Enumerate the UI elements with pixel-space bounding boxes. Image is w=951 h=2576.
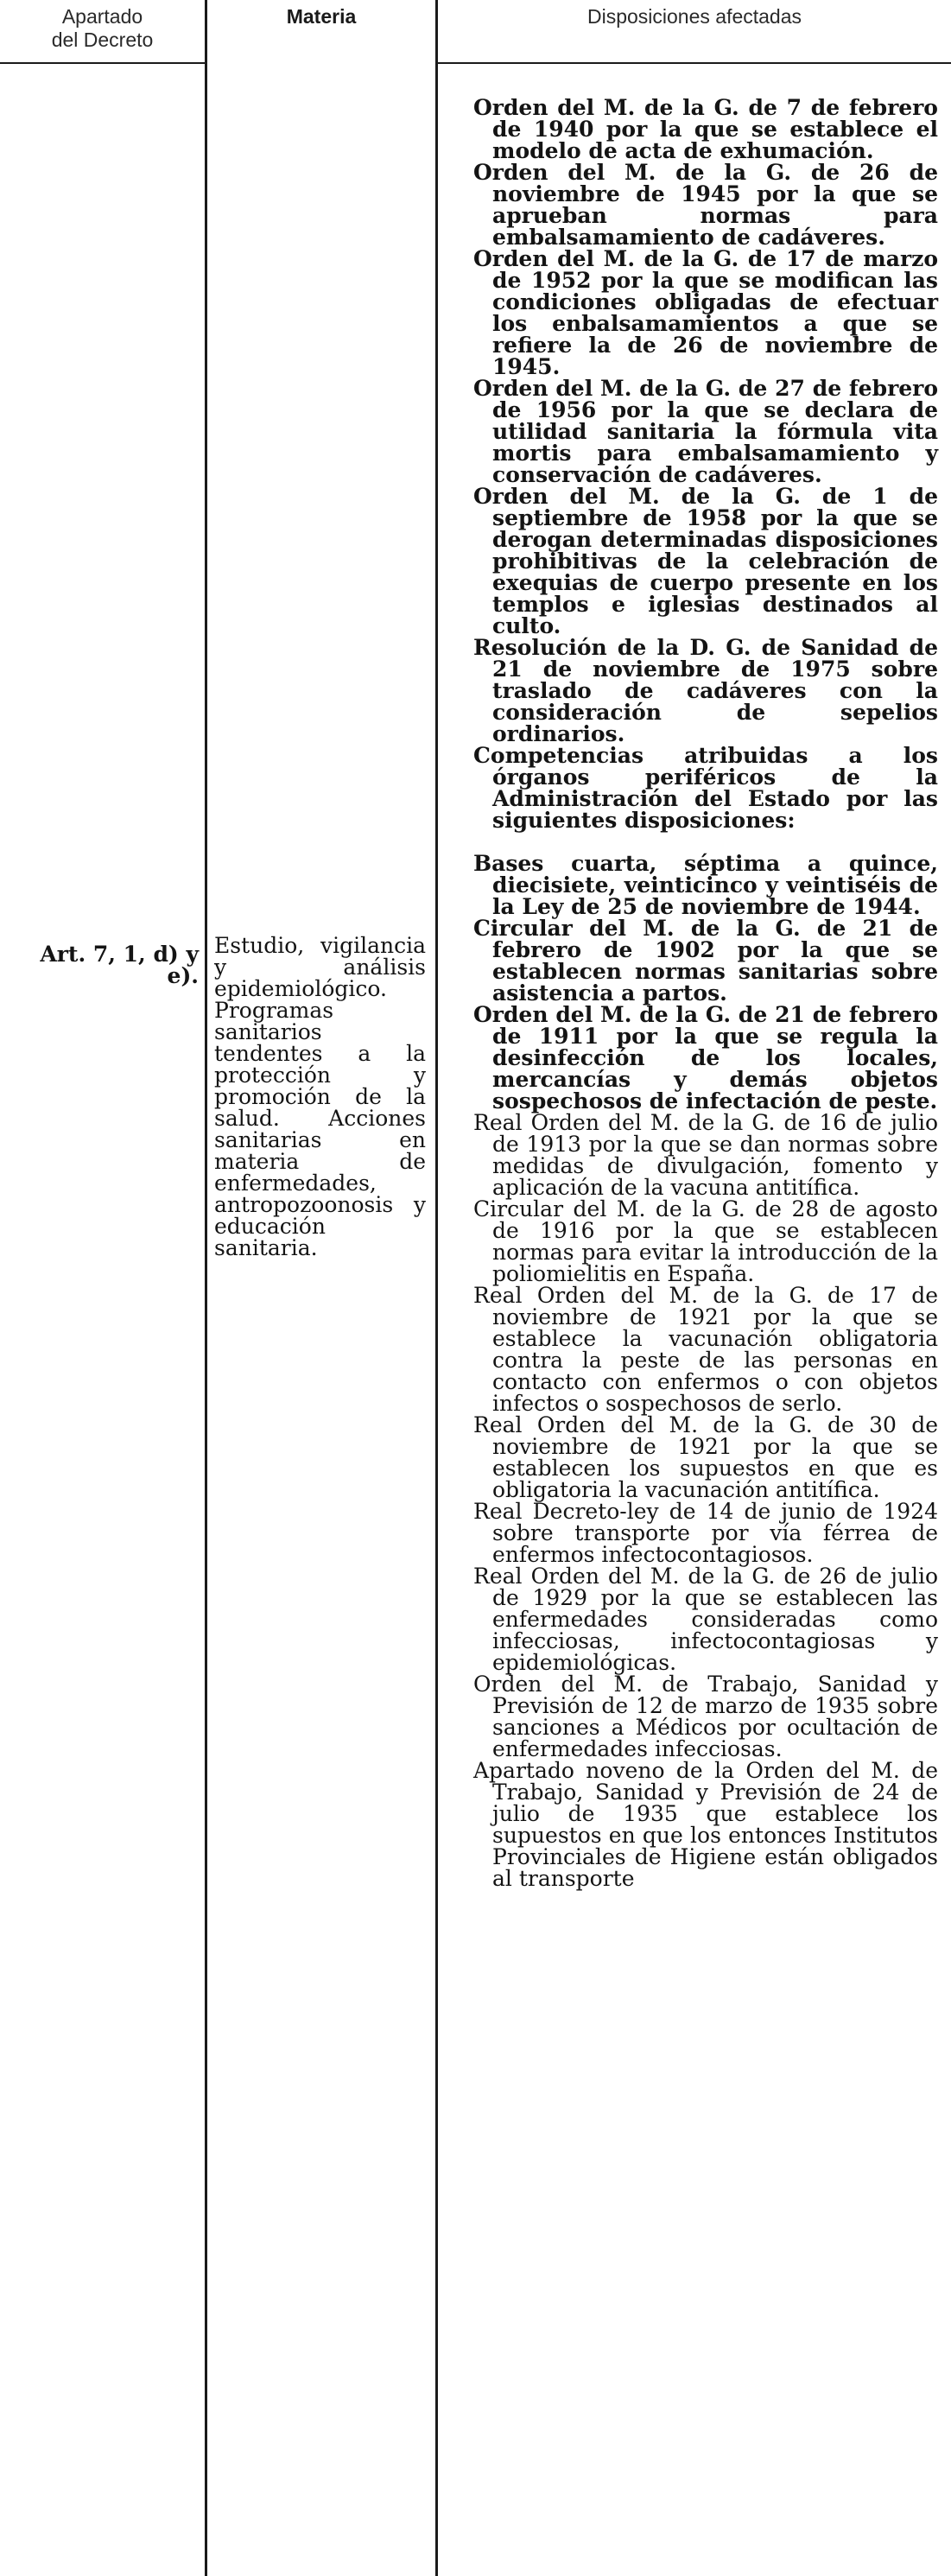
list-item: Apartado noveno de la Orden del M. de Trabajo, Sanidad y Previsión de 24 de julio de 1935 que establece los supuestos en que los entonces Institutos Provinciales de Higiene están obligados al transporte — [473, 1758, 938, 1891]
list-item: Orden del M. de la G. de 21 de febrero de 1911 por la que se regula la desinfección de los locales, mercancías y demás objetos sospechosos de infectación de peste. — [473, 1002, 938, 1114]
list-item: Orden del M. de la G. de 7 de febrero de 1940 por la que se establece el modelo de acta de exhumación. — [473, 95, 938, 163]
column-header-apartado-text: Apartado del Decreto — [51, 5, 154, 51]
list-item: Circular del M. de la G. de 28 de agosto de 1916 por la que se establecen normas para evitar la introducción de la poliomielitis en España. — [473, 1196, 938, 1286]
list-item: Orden del M. de la G. de 27 de febrero de 1956 por la que se declara de utilidad sanitaria la fórmula vita mortis para embalsamamiento y conservación de cadáveres. — [473, 376, 938, 487]
list-item: Real Orden del M. de la G. de 30 de noviembre de 1921 por la que se establecen los supuestos en que es obligatoria la vacunación antitífica. — [473, 1412, 938, 1502]
column-rule-1 — [205, 0, 207, 2576]
list-item: Orden del M. de Trabajo, Sanidad y Previsión de 12 de marzo de 1935 sobre sanciones a Médicos por ocultación de enfermedades infecciosas. — [473, 1672, 938, 1761]
list-item: Circular del M. de la G. de 21 de febrero de 1902 por la que se establecen normas sanitarias sobre asistencia a partos. — [473, 916, 938, 1006]
list-item: Orden del M. de la G. de 1 de septiembre de 1958 por la que se derogan determinadas disposiciones prohibitivas de la celebración de exequias de cuerpo presente en los templos e iglesias destinados al culto. — [473, 484, 938, 638]
materia-text: Estudio, vigilancia y análisis epidemiológico. Programas sanitarios tendentes a la protección y promoción de la salud. Acciones sanitarias en materia de enfermedades, antropozoonosis y educación sanitaria. — [214, 933, 426, 1260]
list-item: Bases cuarta, séptima a quince, diecisiete, veinticinco y veintiséis de la Ley de 25 de noviembre de 1944. — [473, 851, 938, 919]
apartado-reference: Art. 7, 1, d) y e). — [40, 942, 199, 988]
header-underline-right — [438, 62, 951, 64]
column-header-materia: Materia — [286, 5, 357, 28]
header-underline-left — [0, 62, 206, 64]
list-item: Competencias atribuidas a los órganos periféricos de la Administración del Estado por las siguientes disposiciones: — [473, 743, 938, 833]
list-item: Real Decreto-ley de 14 de junio de 1924 sobre transporte por vía férrea de enfermos infectocontagiosos. — [473, 1499, 938, 1567]
list-item: Real Orden del M. de la G. de 26 de julio de 1929 por la que se establecen las enfermedades consideradas como infecciosas, infectocontagiosas y epidemiológicas. — [473, 1564, 938, 1675]
column-header-apartado — [0, 5, 205, 52]
list-item: Orden del M. de la G. de 17 de marzo de 1952 por la que se modifican las condiciones obligadas de efectuar los enbalsamamientos a que se refiere la de 26 de noviembre de 1945. — [473, 246, 938, 379]
list-item: Resolución de la D. G. de Sanidad de 21 de noviembre de 1975 sobre traslado de cadáveres con la consideración de sepelios ordinarios. — [473, 635, 938, 746]
list-item: Orden del M. de la G. de 26 de noviembre de 1945 por la que se aprueban normas para embalsamamiento de cadáveres. — [473, 160, 938, 250]
list-item: Real Orden del M. de la G. de 16 de julio de 1913 por la que se dan normas sobre medidas de divulgación, fomento y aplicación de la vacuna antitífica. — [473, 1110, 938, 1200]
column-rule-2 — [435, 0, 438, 2576]
column-header-disposiciones: Disposiciones afectadas — [586, 5, 802, 28]
disposiciones-list — [473, 97, 938, 1889]
list-item: Real Orden del M. de la G. de 17 de noviembre de 1921 por la que se establece la vacunación obligatoria contra la peste de las personas en contacto con enfermos o con objetos infectos o sospechosos de serlo. — [473, 1283, 938, 1416]
